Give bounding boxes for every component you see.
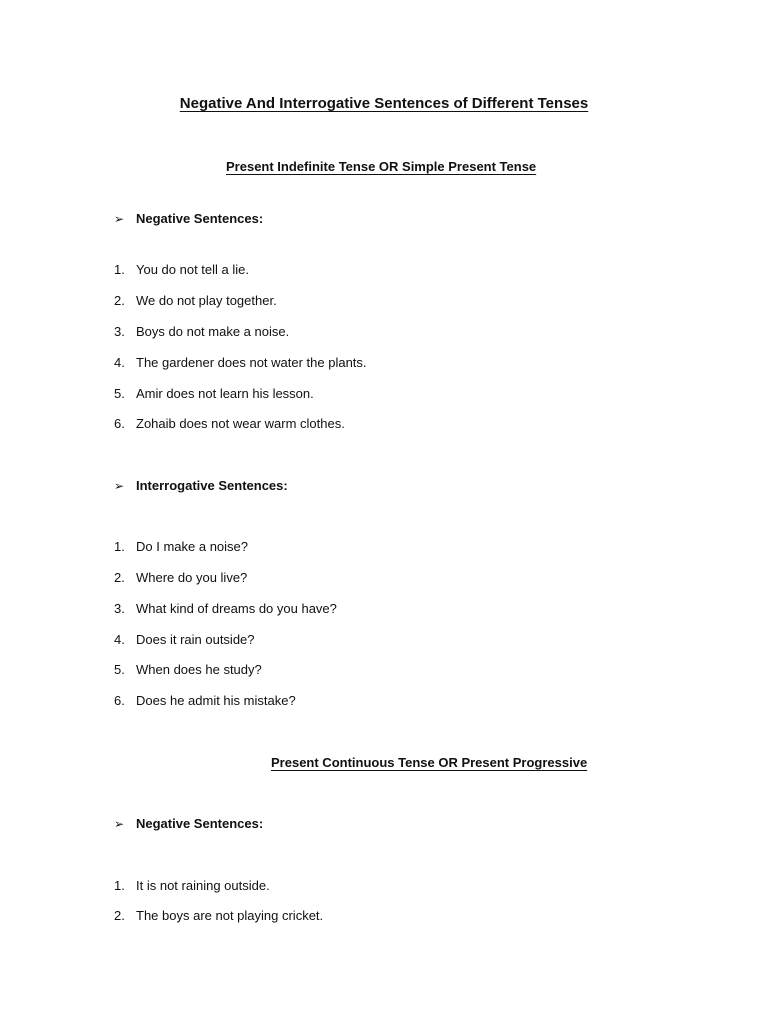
list-item: [114, 415, 345, 433]
list-text: The boys are not playing cricket.: [136, 908, 324, 923]
section-heading-text: Present Indefinite Tense OR Simple Present Tense: [226, 159, 537, 174]
list-item: [114, 907, 323, 925]
arrow-bullet-icon: ➢: [114, 817, 125, 831]
sub-heading-label: Negative Sentences:: [136, 816, 264, 831]
list-text: When does he study?: [136, 662, 262, 677]
list-text: Amir does not learn his lesson.: [136, 386, 314, 401]
list-number: 2.: [114, 908, 125, 923]
list-text: You do not tell a lie.: [136, 262, 249, 277]
list-item: [114, 538, 248, 556]
list-number: 3.: [114, 324, 125, 339]
list-text: Do I make a noise?: [136, 539, 249, 554]
list-number: 6.: [114, 416, 125, 431]
list-number: 1.: [114, 262, 125, 277]
list-item: [114, 385, 314, 403]
list-number: 5.: [114, 662, 125, 677]
list-text: It is not raining outside.: [136, 878, 270, 893]
negative-sentences-heading: [114, 210, 263, 228]
list-item: [114, 292, 277, 310]
list-item: [114, 569, 247, 587]
document-title-text: Negative And Interrogative Sentences of Different Tenses: [179, 95, 589, 112]
list-number: 6.: [114, 693, 125, 708]
sub-heading-label: Interrogative Sentences:: [136, 478, 288, 493]
document-title: [0, 94, 768, 114]
list-item: [114, 877, 270, 895]
interrogative-sentences-heading: [114, 477, 288, 495]
list-number: 4.: [114, 632, 125, 647]
arrow-bullet-icon: ➢: [114, 479, 125, 493]
list-text: Boys do not make a noise.: [136, 324, 290, 339]
list-item: [114, 692, 296, 710]
list-number: 1.: [114, 878, 125, 893]
list-number: 4.: [114, 355, 125, 370]
negative-sentences-heading: [114, 815, 263, 833]
section-heading-present-indefinite: [226, 158, 536, 176]
list-text: We do not play together.: [136, 293, 277, 308]
list-text: Zohaib does not wear warm clothes.: [136, 416, 345, 431]
list-item: [114, 600, 337, 618]
list-text: Where do you live?: [136, 570, 248, 585]
section-heading-present-continuous: [271, 754, 587, 772]
list-number: 5.: [114, 386, 125, 401]
list-number: 3.: [114, 601, 125, 616]
sub-heading-label: Negative Sentences:: [136, 211, 264, 226]
list-item: [114, 661, 262, 679]
list-item: [114, 261, 249, 279]
list-number: 1.: [114, 539, 125, 554]
section-heading-text: Present Continuous Tense OR Present Progressive: [271, 755, 588, 770]
list-number: 2.: [114, 570, 125, 585]
list-text: The gardener does not water the plants.: [136, 355, 367, 370]
list-text: Does it rain outside?: [136, 632, 255, 647]
list-number: 2.: [114, 293, 125, 308]
list-item: [114, 631, 255, 649]
arrow-bullet-icon: ➢: [114, 212, 125, 226]
list-item: [114, 323, 289, 341]
list-text: What kind of dreams do you have?: [136, 601, 337, 616]
list-text: Does he admit his mistake?: [136, 693, 296, 708]
list-item: [114, 354, 367, 372]
